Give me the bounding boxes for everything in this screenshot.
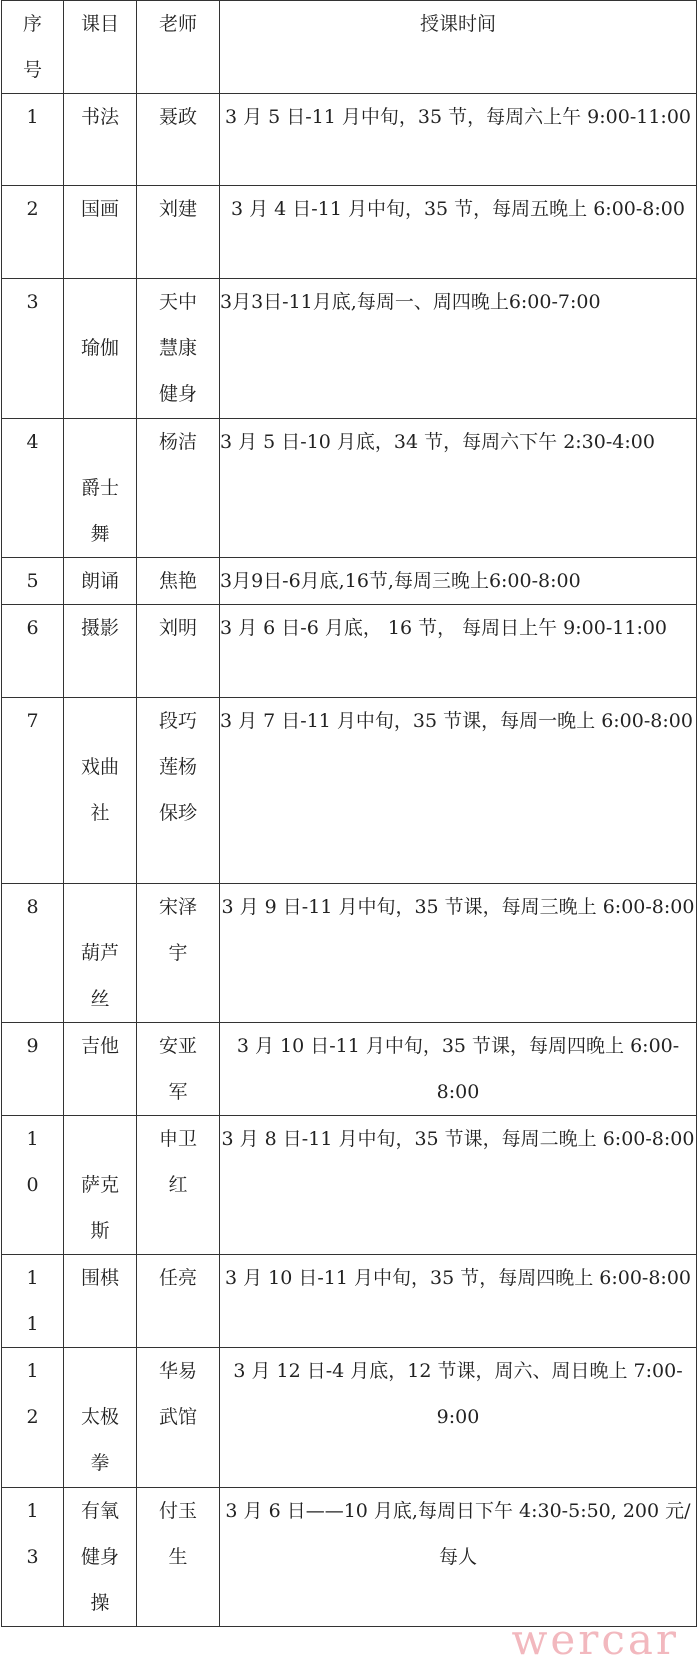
row-teacher: 天中慧康健身 xyxy=(137,279,220,419)
row-no: 1 xyxy=(2,94,64,186)
row-teacher: 安亚军 xyxy=(137,1023,220,1116)
row-time: 3 月 7 日-11 月中旬，35 节课，每周一晚上 6:00-8:00 xyxy=(220,698,697,884)
row-teacher: 宋泽宇 xyxy=(137,884,220,1023)
header-time: 授课时间 xyxy=(220,1,697,94)
row-time: 3 月 10 日-11 月中旬，35 节，每周四晚上 6:00-8:00 xyxy=(220,1255,697,1348)
table-row xyxy=(2,279,697,419)
row-no: 3 xyxy=(2,279,64,419)
course-schedule-table xyxy=(1,0,697,1627)
row-course: 太极拳 xyxy=(64,1348,137,1488)
row-course: 葫芦丝 xyxy=(64,884,137,1023)
row-no: 5 xyxy=(2,558,64,605)
header-teacher: 老师 xyxy=(137,1,220,94)
row-teacher: 聂政 xyxy=(137,94,220,186)
table-row xyxy=(2,1116,697,1255)
row-course: 朗诵 xyxy=(64,558,137,605)
row-no: 4 xyxy=(2,419,64,558)
row-time: 3 月 10 日-11 月中旬，35 节课，每周四晚上 6:00-8:00 xyxy=(220,1023,697,1116)
row-course: 瑜伽 xyxy=(64,279,137,419)
row-time: 3 月 6 日-6 月底， 16 节， 每周日上午 9:00-11:00 xyxy=(220,605,697,698)
table-row xyxy=(2,94,697,186)
row-time: 3月3日-11月底,每周一、周四晚上6:00-7:00 xyxy=(220,279,697,419)
row-no: 6 xyxy=(2,605,64,698)
table-row xyxy=(2,186,697,279)
row-course: 围棋 xyxy=(64,1255,137,1348)
row-course: 书法 xyxy=(64,94,137,186)
row-course: 摄影 xyxy=(64,605,137,698)
row-course: 有氧健身操 xyxy=(64,1488,137,1627)
row-no: 11 xyxy=(2,1255,64,1348)
row-no: 13 xyxy=(2,1488,64,1627)
row-course: 戏曲社 xyxy=(64,698,137,884)
table-row xyxy=(2,419,697,558)
row-no: 9 xyxy=(2,1023,64,1116)
header-no: 序号 xyxy=(2,1,64,94)
row-teacher: 焦艳 xyxy=(137,558,220,605)
row-time: 3 月 6 日——10 月底,每周日下午 4:30-5:50, 200 元/每人 xyxy=(220,1488,697,1627)
row-teacher: 申卫红 xyxy=(137,1116,220,1255)
table-row xyxy=(2,605,697,698)
row-course: 国画 xyxy=(64,186,137,279)
watermark: wercar xyxy=(511,1615,679,1664)
row-teacher: 刘明 xyxy=(137,605,220,698)
row-teacher: 华易武馆 xyxy=(137,1348,220,1488)
table-row xyxy=(2,558,697,605)
table-row xyxy=(2,1023,697,1116)
row-no: 10 xyxy=(2,1116,64,1255)
row-no: 12 xyxy=(2,1348,64,1488)
row-time: 3 月 4 日-11 月中旬，35 节，每周五晚上 6:00-8:00 xyxy=(220,186,697,279)
row-no: 8 xyxy=(2,884,64,1023)
row-teacher: 任亮 xyxy=(137,1255,220,1348)
header-row xyxy=(2,1,697,94)
table-row xyxy=(2,1348,697,1488)
row-no: 2 xyxy=(2,186,64,279)
row-time: 3月9日-6月底,16节,每周三晚上6:00-8:00 xyxy=(220,558,697,605)
row-time: 3 月 8 日-11 月中旬，35 节课，每周二晚上 6:00-8:00 xyxy=(220,1116,697,1255)
row-time: 3 月 9 日-11 月中旬，35 节课，每周三晚上 6:00-8:00 xyxy=(220,884,697,1023)
row-course: 吉他 xyxy=(64,1023,137,1116)
row-teacher: 付玉生 xyxy=(137,1488,220,1627)
header-course: 课目 xyxy=(64,1,137,94)
row-no: 7 xyxy=(2,698,64,884)
row-course: 萨克斯 xyxy=(64,1116,137,1255)
row-teacher: 刘建 xyxy=(137,186,220,279)
row-course: 爵士舞 xyxy=(64,419,137,558)
table-row xyxy=(2,1488,697,1627)
row-teacher: 段巧莲杨保珍 xyxy=(137,698,220,884)
row-time: 3 月 5 日-11 月中旬，35 节，每周六上午 9:00-11:00 xyxy=(220,94,697,186)
table-row xyxy=(2,698,697,884)
table-row xyxy=(2,1255,697,1348)
row-time: 3 月 5 日-10 月底，34 节，每周六下午 2:30-4:00 xyxy=(220,419,697,558)
table-row xyxy=(2,884,697,1023)
row-time: 3 月 12 日-4 月底，12 节课，周六、周日晚上 7:00-9:00 xyxy=(220,1348,697,1488)
row-teacher: 杨洁 xyxy=(137,419,220,558)
